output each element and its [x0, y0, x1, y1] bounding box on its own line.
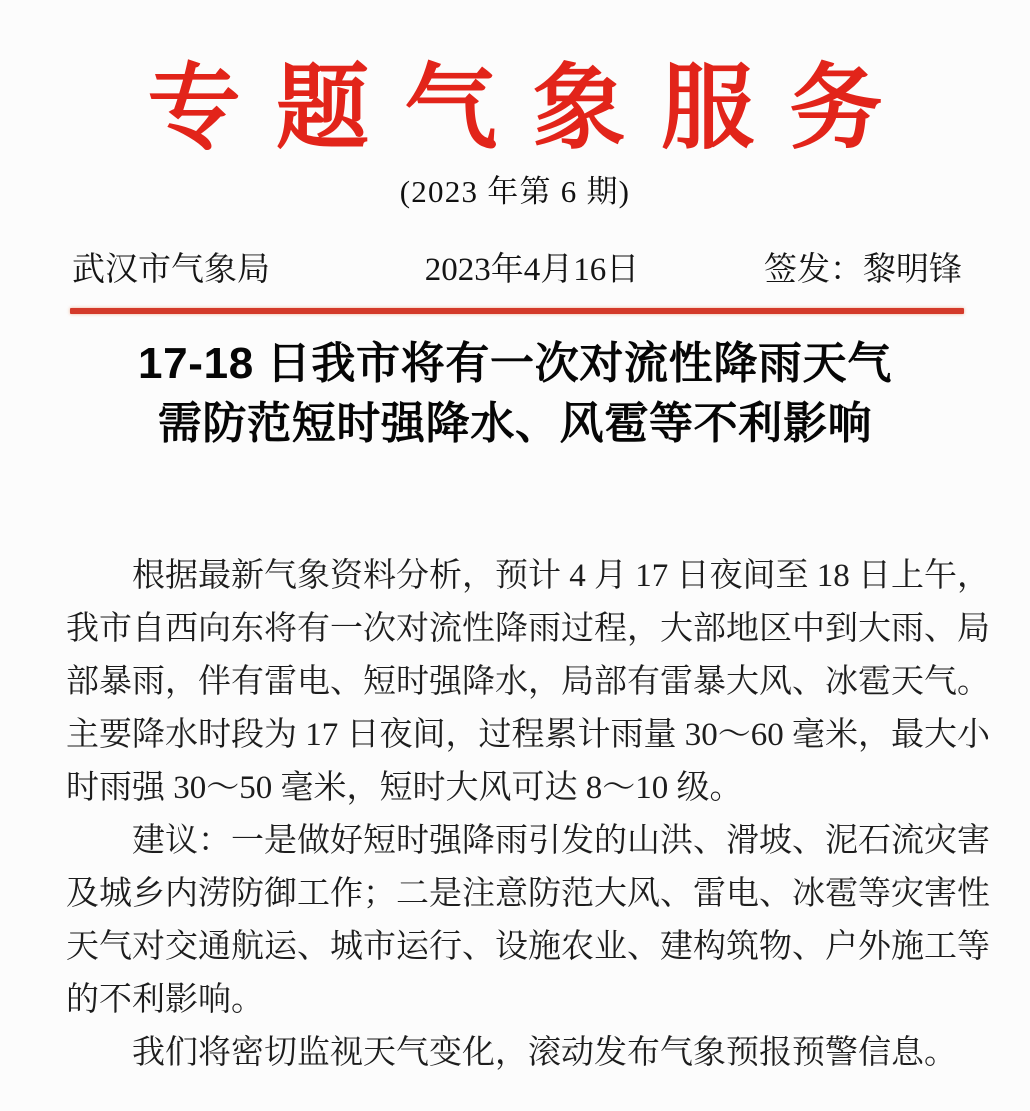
bulletin-headline	[40, 334, 990, 454]
body-line: 主要降水时段为 17 日夜间，过程累计雨量 30～60 毫米，最大小	[66, 717, 990, 754]
document-title: 专题气象服务	[147, 56, 918, 160]
body-line: 建议：一是做好短时强降雨引发的山洪、滑坡、泥石流灾害	[132, 823, 990, 860]
body-line: 部暴雨，伴有雷电、短时强降水，局部有雷暴大风、冰雹天气。	[66, 664, 990, 701]
headline-line-2: 需防范短时强降水、风雹等不利影响	[157, 399, 873, 449]
issue-date: 2023年4月16日	[424, 252, 640, 289]
paragraph-recommendations	[66, 815, 990, 1027]
body-line: 我们将密切监视天气变化，滚动发布气象预报预警信息。	[132, 1035, 957, 1072]
body-line: 时雨强 30～50 毫米，短时大风可达 8～10 级。	[66, 770, 743, 807]
paragraph-forecast	[66, 550, 990, 815]
body-line: 根据最新气象资料分析，预计 4 月 17 日夜间至 18 日上午，	[132, 558, 990, 595]
body-line: 天气对交通航运、城市运行、设施农业、建构筑物、户外施工等	[66, 929, 990, 966]
red-divider-rule	[70, 308, 964, 314]
body-line: 的不利影响。	[66, 982, 264, 1019]
body-line: 及城乡内涝防御工作；二是注意防范大风、雷电、冰雹等灾害性	[66, 876, 990, 913]
meta-row	[72, 243, 962, 290]
paragraph-closing	[66, 1027, 966, 1080]
bulletin-body	[66, 550, 990, 1080]
headline-line-1: 17-18 日我市将有一次对流性降雨天气	[138, 339, 892, 389]
body-line: 我市自西向东将有一次对流性降雨过程，大部地区中到大雨、局	[66, 611, 990, 648]
issuing-agency: 武汉市气象局	[72, 252, 270, 289]
issue-number: (2023 年第 6 期)	[399, 174, 631, 210]
signer: 签发：黎明锋	[764, 252, 962, 289]
